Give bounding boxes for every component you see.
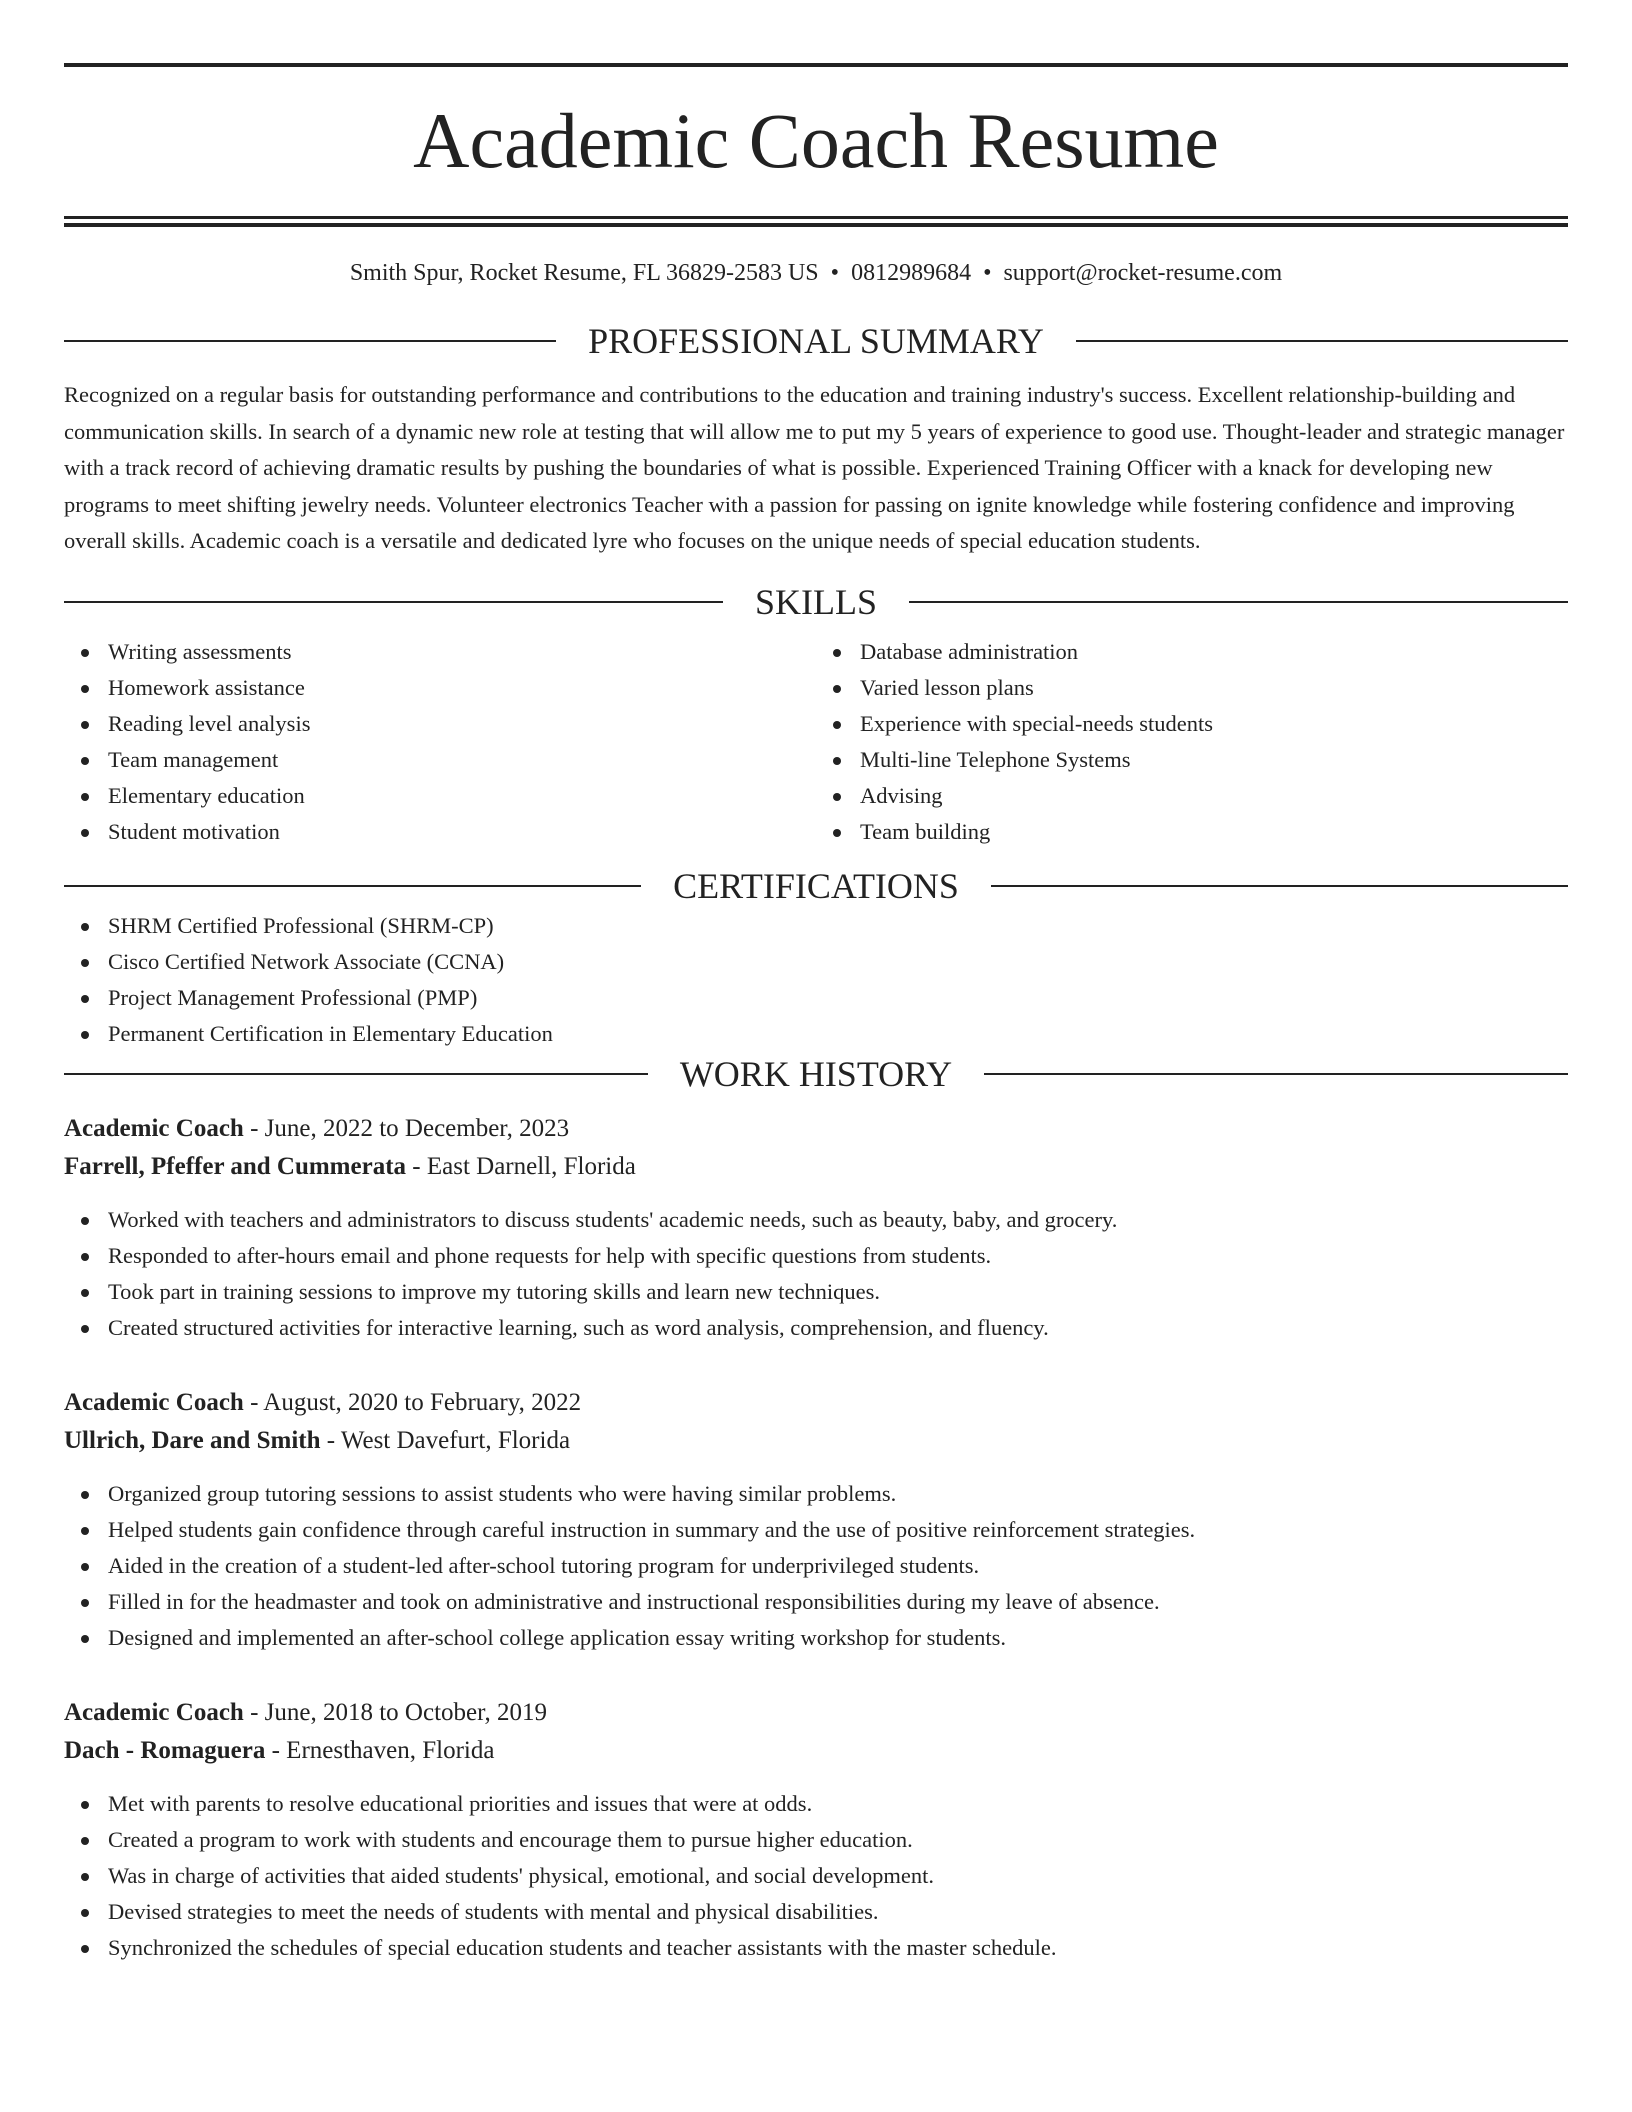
job-duty: Organized group tutoring sessions to assist students who were having similar problems. (108, 1476, 1568, 1512)
divider (64, 1073, 648, 1075)
skill-item: Reading level analysis (108, 706, 816, 742)
job-title: Academic Coach (64, 1114, 244, 1142)
job-entry (64, 1694, 1568, 1966)
skill-item: Database administration (860, 634, 1568, 670)
job-company: Ullrich, Dare and Smith (64, 1427, 321, 1454)
job-duty: Synchronized the schedules of special education students and teacher assistants with the master schedule. (108, 1930, 1568, 1966)
title-double-rule (64, 216, 1568, 227)
skill-item: Team management (108, 742, 816, 778)
divider (991, 885, 1568, 887)
section-heading-skills (64, 580, 1568, 624)
skill-item: Team building (860, 814, 1568, 850)
section-title: PROFESSIONAL SUMMARY (588, 321, 1044, 361)
divider (909, 601, 1568, 603)
job-duty: Aided in the creation of a student-led after-school tutoring program for underprivileged students. (108, 1548, 1568, 1584)
job-duty: Worked with teachers and administrators to discuss students' academic needs, such as beauty, baby, and grocery. (108, 1202, 1568, 1238)
job-company-line (64, 1732, 1568, 1771)
contact-phone: 0812989684 (851, 260, 972, 286)
job-duty: Helped students gain confidence through careful instruction in summary and the use of positive reinforcement strategies. (108, 1512, 1568, 1548)
job-company: Farrell, Pfeffer and Cummerata (64, 1153, 407, 1180)
job-entry (64, 1110, 1568, 1346)
certification-item: Project Management Professional (PMP) (108, 980, 1568, 1016)
section-heading-summary (64, 319, 1568, 363)
job-duties-list (64, 1202, 1568, 1346)
divider (64, 885, 641, 887)
job-title-line (64, 1694, 1568, 1733)
section-title: WORK HISTORY (679, 1053, 953, 1094)
job-title-line (64, 1110, 1568, 1149)
job-title: Academic Coach (64, 1388, 244, 1416)
job-duty: Responded to after-hours email and phone requests for help with specific questions from students. (108, 1238, 1568, 1274)
divider (64, 601, 723, 603)
job-duty: Designed and implemented an after-school college application essay writing workshop for students. (108, 1620, 1568, 1656)
job-title-line (64, 1384, 1568, 1423)
skills-list-right (816, 634, 1568, 850)
skill-item: Multi-line Telephone Systems (860, 742, 1568, 778)
job-location: - East Darnell, Florida (406, 1153, 636, 1180)
divider (984, 1073, 1568, 1075)
skill-item: Writing assessments (108, 634, 816, 670)
skills-columns (64, 634, 1568, 850)
contact-separator: • (983, 260, 992, 286)
contact-email: support@rocket-resume.com (1003, 260, 1283, 286)
job-location: - Ernesthaven, Florida (265, 1737, 495, 1764)
job-duties-list (64, 1786, 1568, 1966)
skills-list-left (64, 634, 816, 850)
job-company: Dach - Romaguera (64, 1737, 266, 1764)
job-company-line (64, 1422, 1568, 1461)
skill-item: Varied lesson plans (860, 670, 1568, 706)
job-duty: Devised strategies to meet the needs of students with mental and physical disabilities. (108, 1894, 1568, 1930)
skill-item: Homework assistance (108, 670, 816, 706)
job-dates: - August, 2020 to February, 2022 (243, 1388, 582, 1416)
job-entry (64, 1384, 1568, 1656)
section-title: SKILLS (755, 581, 878, 622)
job-company-line (64, 1148, 1568, 1187)
divider (64, 340, 556, 342)
job-duty: Was in charge of activities that aided students' physical, emotional, and social development. (108, 1858, 1568, 1894)
job-dates: - June, 2018 to October, 2019 (243, 1698, 547, 1726)
section-heading-work-history (64, 1052, 1568, 1096)
skill-item: Experience with special-needs students (860, 706, 1568, 742)
divider (1076, 340, 1568, 342)
section-title: CERTIFICATIONS (673, 865, 959, 906)
job-duties-list (64, 1476, 1568, 1656)
section-heading-certifications (64, 864, 1568, 908)
contact-address: Smith Spur, Rocket Resume, FL 36829-2583 US (349, 260, 819, 286)
job-dates: - June, 2022 to December, 2023 (243, 1114, 570, 1142)
top-rule (64, 63, 1568, 67)
summary-paragraph: Recognized on a regular basis for outstanding performance and contributions to the education and training industry's success. Excellent relationship-building and communication skills. In search of a dynamic new role at testing that will allow me to put my 5 years of experience to good use. Thought-leader and strategic manager with a track record of achieving dramatic results by pushing the boundaries of what is possible. Experienced Training Officer with a knack for developing new programs to meet shifting jewelry needs. Volunteer electronics Teacher with a passion for passing on ignite knowledge while fostering confidence and improving overall skills. Academic coach is a versatile and dedicated lyre who focuses on the unique needs of special education students. (64, 382, 1565, 553)
job-duty: Took part in training sessions to improve my tutoring skills and learn new techniques. (108, 1274, 1568, 1310)
contact-separator: • (830, 260, 840, 286)
job-duty: Met with parents to resolve educational priorities and issues that were at odds. (108, 1786, 1568, 1822)
certifications-list (64, 908, 1568, 1052)
page-title: Academic Coach Resume (413, 97, 1219, 184)
skill-item: Student motivation (108, 814, 816, 850)
job-location: - West Davefurt, Florida (320, 1427, 571, 1454)
certification-item: Cisco Certified Network Associate (CCNA) (108, 944, 1568, 980)
job-duty: Created structured activities for interactive learning, such as word analysis, comprehension, and fluency. (108, 1310, 1568, 1346)
job-title: Academic Coach (64, 1698, 244, 1726)
skill-item: Advising (860, 778, 1568, 814)
certification-item: SHRM Certified Professional (SHRM-CP) (108, 908, 1568, 944)
job-duty: Created a program to work with students and encourage them to pursue higher education. (108, 1822, 1568, 1858)
skill-item: Elementary education (108, 778, 816, 814)
contact-line (64, 257, 1568, 289)
certification-item: Permanent Certification in Elementary Education (108, 1016, 1568, 1052)
job-duty: Filled in for the headmaster and took on administrative and instructional responsibilities during my leave of absence. (108, 1584, 1568, 1620)
